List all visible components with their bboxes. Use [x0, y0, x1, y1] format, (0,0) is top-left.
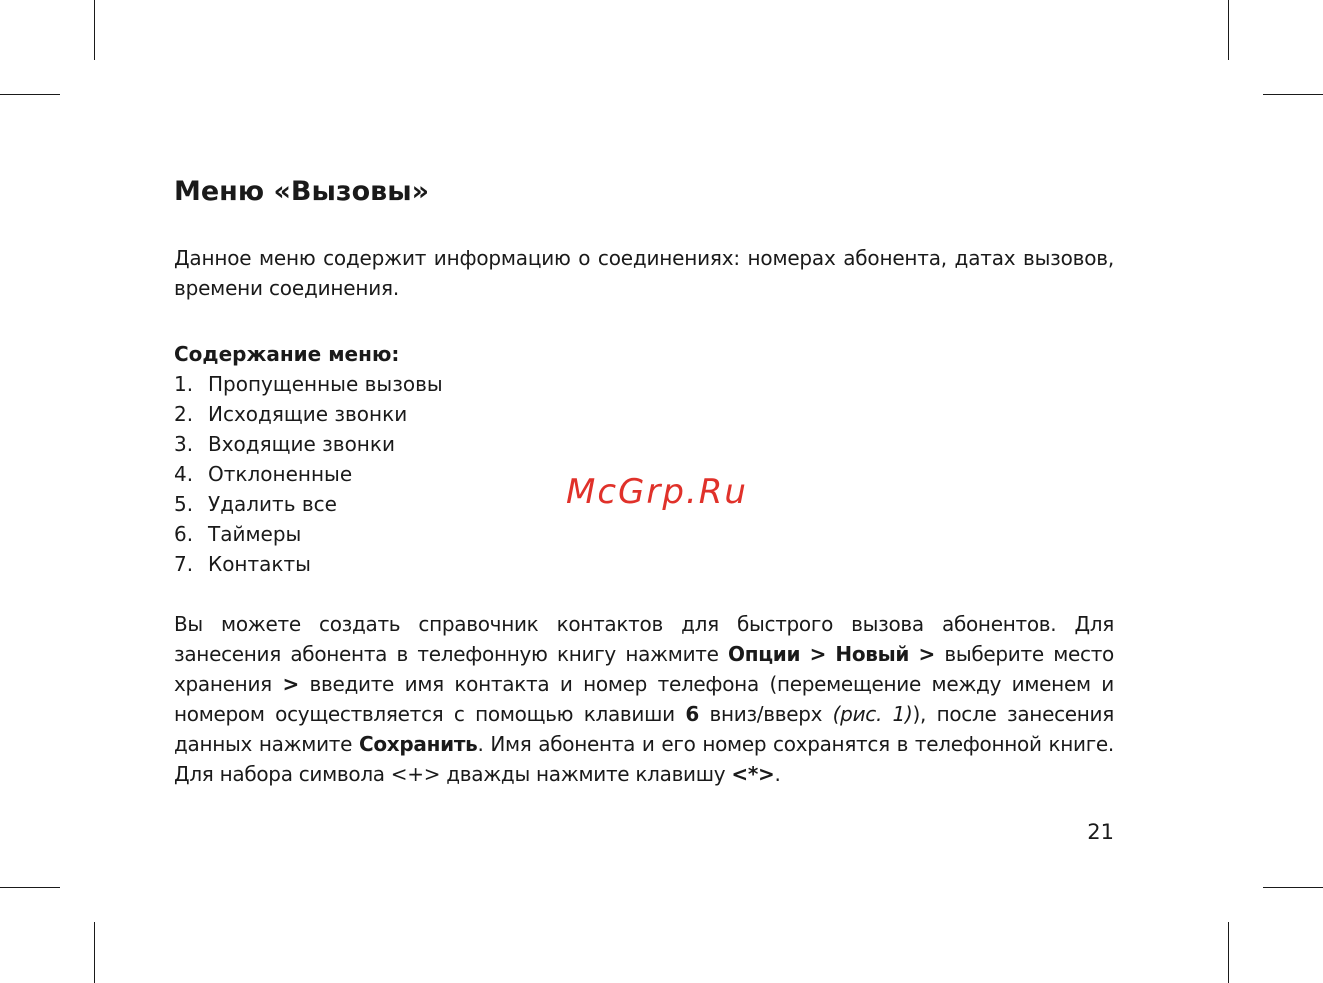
list-item-label: Удалить все: [208, 492, 337, 516]
menu-option-save: Сохранить: [358, 732, 478, 756]
list-item-label: Отклоненные: [208, 462, 353, 486]
figure-reference: (рис. 1): [832, 702, 913, 726]
list-item-number: 7.: [174, 552, 194, 576]
text-run: [909, 642, 918, 666]
list-item-label: Пропущенные вызовы: [208, 372, 443, 396]
contacts-instructions-paragraph: [174, 609, 1114, 789]
watermark-logo: McGrp.Ru: [566, 472, 748, 512]
text-run: .: [774, 762, 781, 786]
list-item-number: 5.: [174, 492, 194, 516]
text-run: введите имя контакта и номер телефона (перемещение между именем и номером осуществляется с помощью клавиши: [174, 672, 1114, 726]
key-star: <*>: [731, 762, 775, 786]
list-item-number: 1.: [174, 372, 194, 396]
list-item-label: Контакты: [208, 552, 311, 576]
crop-mark-right-top: [1263, 94, 1323, 95]
crop-mark-bottom-left: [94, 922, 95, 983]
menu-contents-heading: Содержание меню:: [174, 342, 400, 366]
list-item: [174, 519, 1114, 549]
text-run: Вы можете создать справочник контактов для быстрого вызова абонентов. Для занесения абонента в телефонную книгу нажмите: [174, 612, 1114, 666]
list-item-number: 3.: [174, 432, 194, 456]
menu-option-new: Новый: [835, 642, 910, 666]
text-run: выберите место хранения: [174, 642, 1114, 696]
list-item-label: Исходящие звонки: [208, 402, 408, 426]
list-item-label: Таймеры: [208, 522, 302, 546]
text-run: [826, 642, 835, 666]
menu-option-options: Опции: [728, 642, 801, 666]
arrow-separator: >: [809, 642, 827, 666]
list-item-label: Входящие звонки: [208, 432, 395, 456]
text-run: . Имя абонента и его номер сохранятся в телефонной книге. Для набора символа <+> дважды нажмите клавишу: [174, 732, 1114, 786]
list-item: [174, 429, 1114, 459]
text-run: ), после занесения данных нажмите: [174, 702, 1114, 756]
list-item: [174, 549, 1114, 579]
list-item-number: 4.: [174, 462, 194, 486]
crop-mark-top-left: [94, 0, 95, 60]
key-six: 6: [685, 702, 699, 726]
text-run: вниз/вверх: [698, 702, 833, 726]
list-item: [174, 399, 1114, 429]
crop-mark-left-top: [0, 94, 60, 95]
arrow-separator: >: [282, 672, 299, 696]
crop-mark-left-bottom: [0, 887, 60, 888]
page-number: 21: [1087, 820, 1114, 844]
crop-mark-right-bottom: [1263, 887, 1323, 888]
crop-mark-top-right: [1228, 0, 1229, 60]
crop-mark-bottom-right: [1228, 922, 1229, 983]
arrow-separator: >: [918, 642, 935, 666]
list-item-number: 6.: [174, 522, 194, 546]
intro-paragraph: Данное меню содержит информацию о соединениях: номерах абонента, датах вызовов, времени соединения.: [174, 246, 1114, 300]
text-run: [800, 642, 809, 666]
list-item: [174, 369, 1114, 399]
page-title: Меню «Вызовы»: [174, 176, 430, 207]
list-item-number: 2.: [174, 402, 194, 426]
